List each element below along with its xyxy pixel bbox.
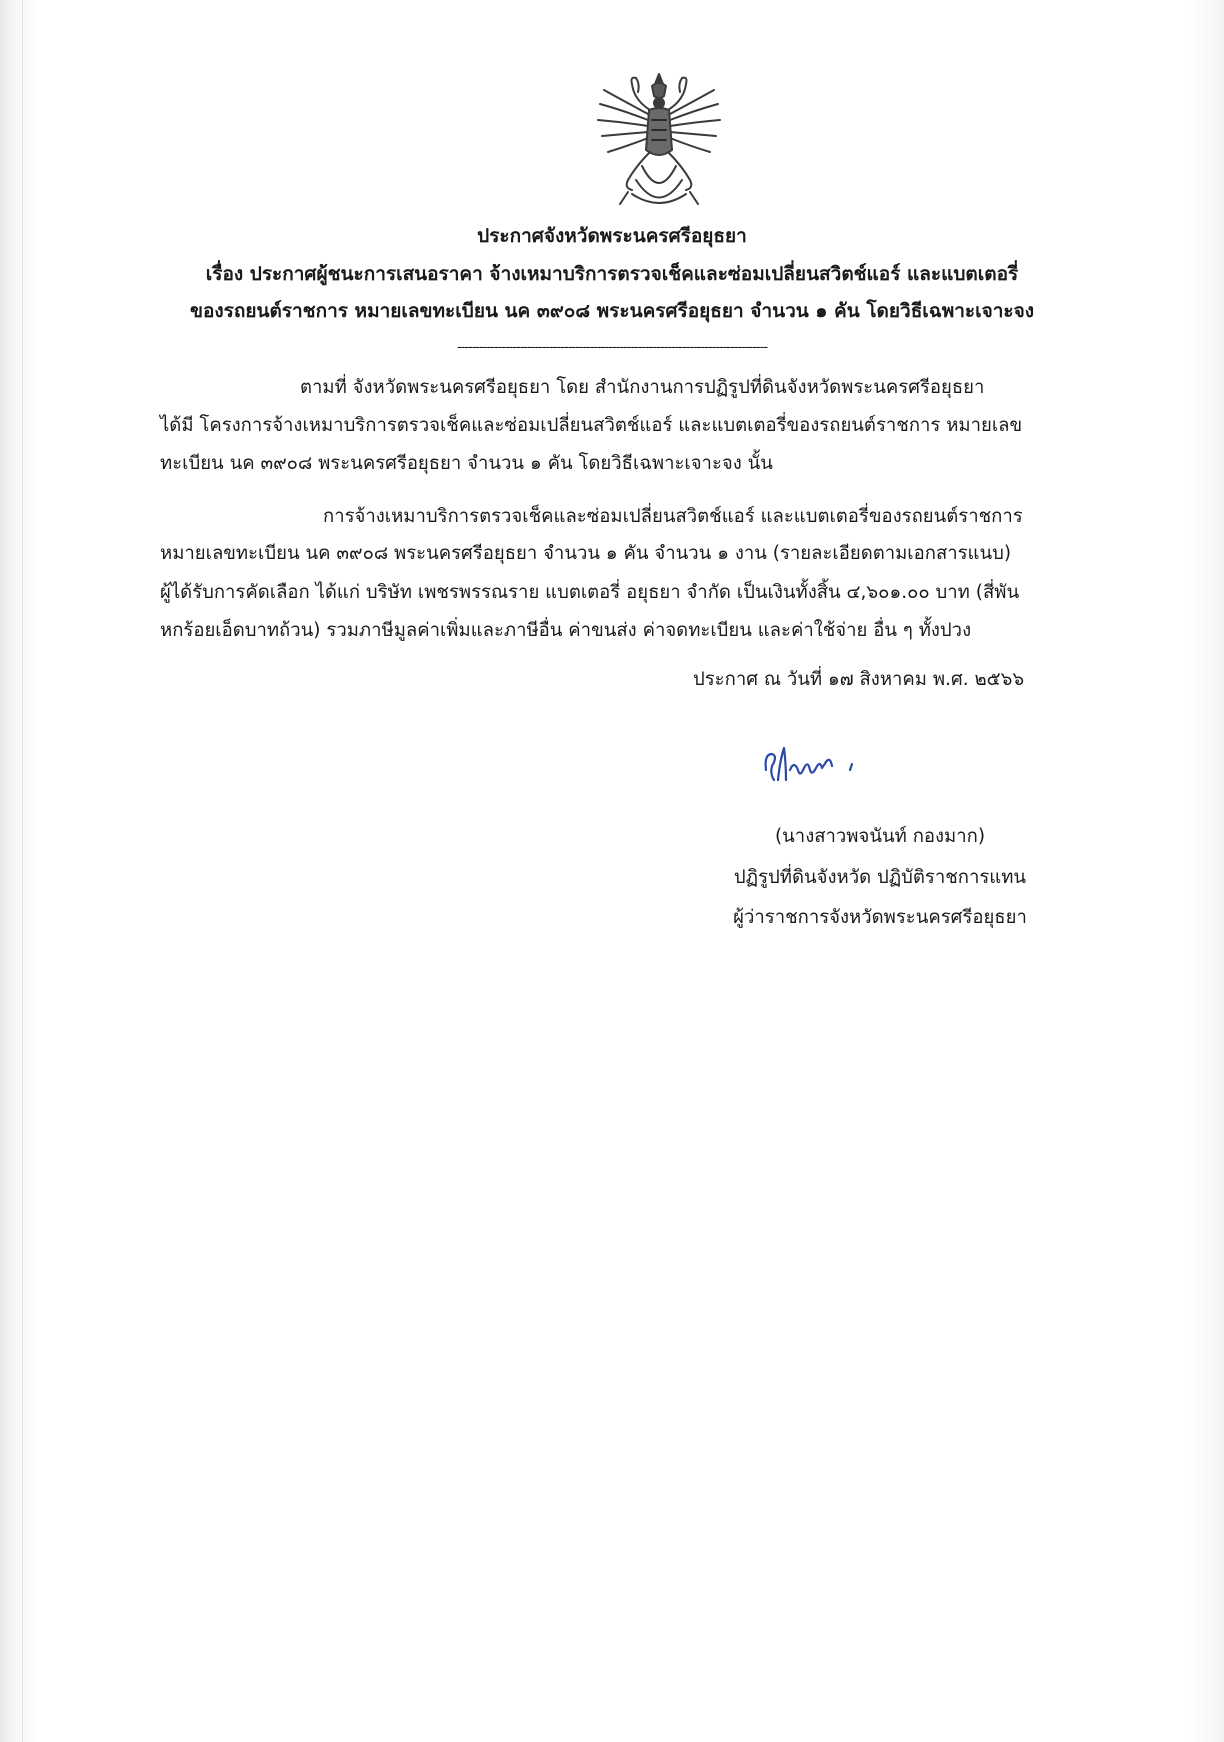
subject-line-1: เรื่อง ประกาศผู้ชนะการเสนอราคา จ้างเหมาบริการตรวจเช็คและซ่อมเปลี่ยนสวิตช์แอร์ และแบตเตอรี่ bbox=[205, 263, 1019, 285]
paragraph2-line2: หมายเลขทะเบียน นค ๓๙๐๘ พระนครศรีอยุธยา จำนวน ๑ คัน จำนวน ๑ งาน (รายละเอียดตามเอกสารแนบ) bbox=[160, 543, 1012, 564]
paragraph1-line2: ได้มี โครงการจ้างเหมาบริการตรวจเช็คและซ่อมเปลี่ยนสวิตช์แอร์ และแบตเตอรี่ของรถยนต์ราชการ หมายเลข bbox=[160, 415, 1023, 436]
garuda-emblem bbox=[592, 70, 727, 215]
paragraph2-line1: การจ้างเหมาบริการตรวจเช็คและซ่อมเปลี่ยนสวิตช์แอร์ และแบตเตอรี่ของรถยนต์ราชการ bbox=[323, 506, 1023, 527]
subject-line-2: ของรถยนต์ราชการ หมายเลขทะเบียน นค ๓๙๐๘ พระนครศรีอยุธยา จำนวน ๑ คัน โดยวิธีเฉพาะเจาะจง bbox=[189, 300, 1035, 322]
paragraph1-line1: ตามที่ จังหวัดพระนครศรีอยุธยา โดย สำนักงานการปฏิรูปที่ดินจังหวัดพระนครศรีอยุธยา bbox=[300, 377, 985, 398]
signatory-position-1: ปฏิรูปที่ดินจังหวัด ปฏิบัติราชการแทน bbox=[733, 867, 1027, 888]
signatory-name: (นางสาวพจนันท์ กองมาก) bbox=[774, 826, 986, 847]
separator-line: ------------------------------------------------------------------------------------ bbox=[456, 340, 768, 355]
paragraph2-line3: ผู้ได้รับการคัดเลือก ได้แก่ บริษัท เพชรพรรณราย แบตเตอรี่ อยุธยา จำกัด เป็นเงินทั้งสิ้น ๔,๖๐๑.๐๐ บาท (สี่พัน bbox=[160, 582, 1020, 603]
handwritten-signature bbox=[760, 740, 870, 790]
signatory-position-2: ผู้ว่าราชการจังหวัดพระนครศรีอยุธยา bbox=[733, 907, 1027, 928]
announcement-date: ประกาศ ณ วันที่ ๑๗ สิงหาคม พ.ศ. ๒๕๖๖ bbox=[693, 669, 1025, 690]
paragraph2-line4: หกร้อยเอ็ดบาทถ้วน) รวมภาษีมูลค่าเพิ่มและภาษีอื่น ค่าขนส่ง ค่าจดทะเบียน และค่าใช้จ่าย อื่น ๆ ทั้งปวง bbox=[160, 620, 972, 641]
announcement-title: ประกาศจังหวัดพระนครศรีอยุธยา bbox=[477, 225, 747, 247]
paragraph1-line3: ทะเบียน นค ๓๙๐๘ พระนครศรีอยุธยา จำนวน ๑ คัน โดยวิธีเฉพาะเจาะจง นั้น bbox=[160, 453, 773, 474]
